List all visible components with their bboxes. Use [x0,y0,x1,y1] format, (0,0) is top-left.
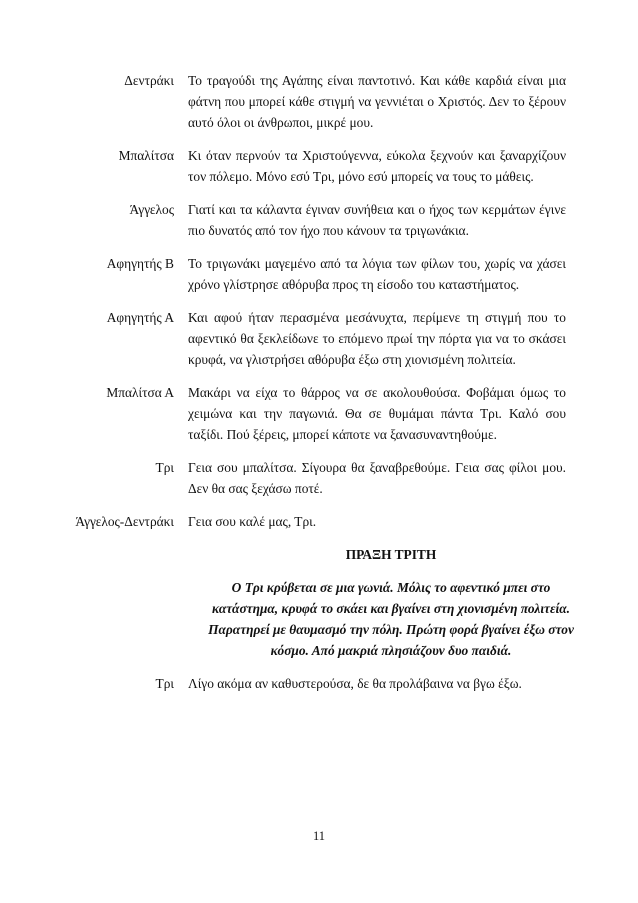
dialogue-text: Το τραγούδι της Αγάπης είναι παντοτινό. Και κάθε καρδιά είναι μια φάτνη που μπορεί κάθε στιγμή να γεννιέται ο Χριστός. Δεν το ξέρουν αυτό όλοι οι άνθρωποι, μικρέ μου. [188,73,566,130]
dialogue-block [60,199,580,241]
speaker-name: Τρι [155,676,174,691]
speaker-name: Τρι [155,460,174,475]
stage-direction: Ο Τρι κρύβεται σε μια γωνιά. Μόλις το αφεντικό μπει στο κατάστημα, κρυφά το σκάει και βγαίνει στη χιονισμένη πολιτεία. Παρατηρεί με θαυμασμό την πόλη. Πρώτη φορά βγαίνει έξω στον κόσμο. Από μακριά πλησιάζουν δυο παιδιά. [208,580,574,658]
dialogue-text: Και αφού ήταν περασμένα μεσάνυχτα, περίμενε τη στιγμή που το αφεντικό θα ξεκλείδωνε το επόμενο πρωί την πόρτα για να το σκάσει κρυφά, να γλιστρήσει αθόρυβα έξω στη χιονισμένη πολιτεία. [188,310,566,367]
speaker-name: Δεντράκι [124,73,174,88]
dialogue-block [60,457,580,499]
speaker-name: Άγγελος-Δεντράκι [75,514,174,529]
speaker-name: Αφηγητής Α [106,310,174,325]
dialogue-text: Κι όταν περνούν τα Χριστούγεννα, εύκολα ξεχνούν και ξαναρχίζουν τον πόλεμο. Μόνο εσύ Τρι, μόνο εσύ μπορείς να τους το μάθεις. [188,148,566,184]
act-heading: ΠΡΑΞΗ ΤΡΙΤΗ [345,547,437,562]
dialogue-block [60,673,580,694]
dialogue-block [60,253,580,295]
page-number: 11 [312,829,326,843]
script-body [60,70,580,706]
speaker-name: Μπαλίτσα [118,148,174,163]
speaker-name: Μπαλίτσα Α [106,385,174,400]
dialogue-block [60,511,580,532]
dialogue-text: Γεια σου μπαλίτσα. Σίγουρα θα ξαναβρεθούμε. Γεια σας φίλοι μου. Δεν θα σας ξεχάσω ποτέ. [188,460,566,496]
dialogue-text: Μακάρι να είχα το θάρρος να σε ακολουθούσα. Φοβάμαι όμως το χειμώνα και την παγωνιά. Θα σε θυμάμαι πάντα Τρι. Καλό σου ταξίδι. Πού ξέρεις, μπορεί κάποτε να ξανασυναντηθούμε. [188,385,566,442]
dialogue-text: Γιατί και τα κάλαντα έγιναν συνήθεια και ο ήχος των κερμάτων έγινε πιο δυνατός από τον ήχο που κάνουν τα τριγωνάκια. [188,202,566,238]
dialogue-block [60,70,580,133]
dialogue-text: Γεια σου καλέ μας, Τρι. [188,514,317,529]
dialogue-block [60,307,580,370]
speaker-name: Αφηγητής Β [106,256,174,271]
dialogue-block [60,145,580,187]
dialogue-block [60,382,580,445]
speaker-name: Άγγελος [129,202,174,217]
dialogue-text: Λίγο ακόμα αν καθυστερούσα, δε θα προλάβαινα να βγω έξω. [188,676,522,691]
dialogue-text: Το τριγωνάκι μαγεμένο από τα λόγια των φίλων του, χωρίς να χάσει χρόνο γλίστρησε αθόρυβα προς τη είσοδο του καταστήματος. [188,256,566,292]
